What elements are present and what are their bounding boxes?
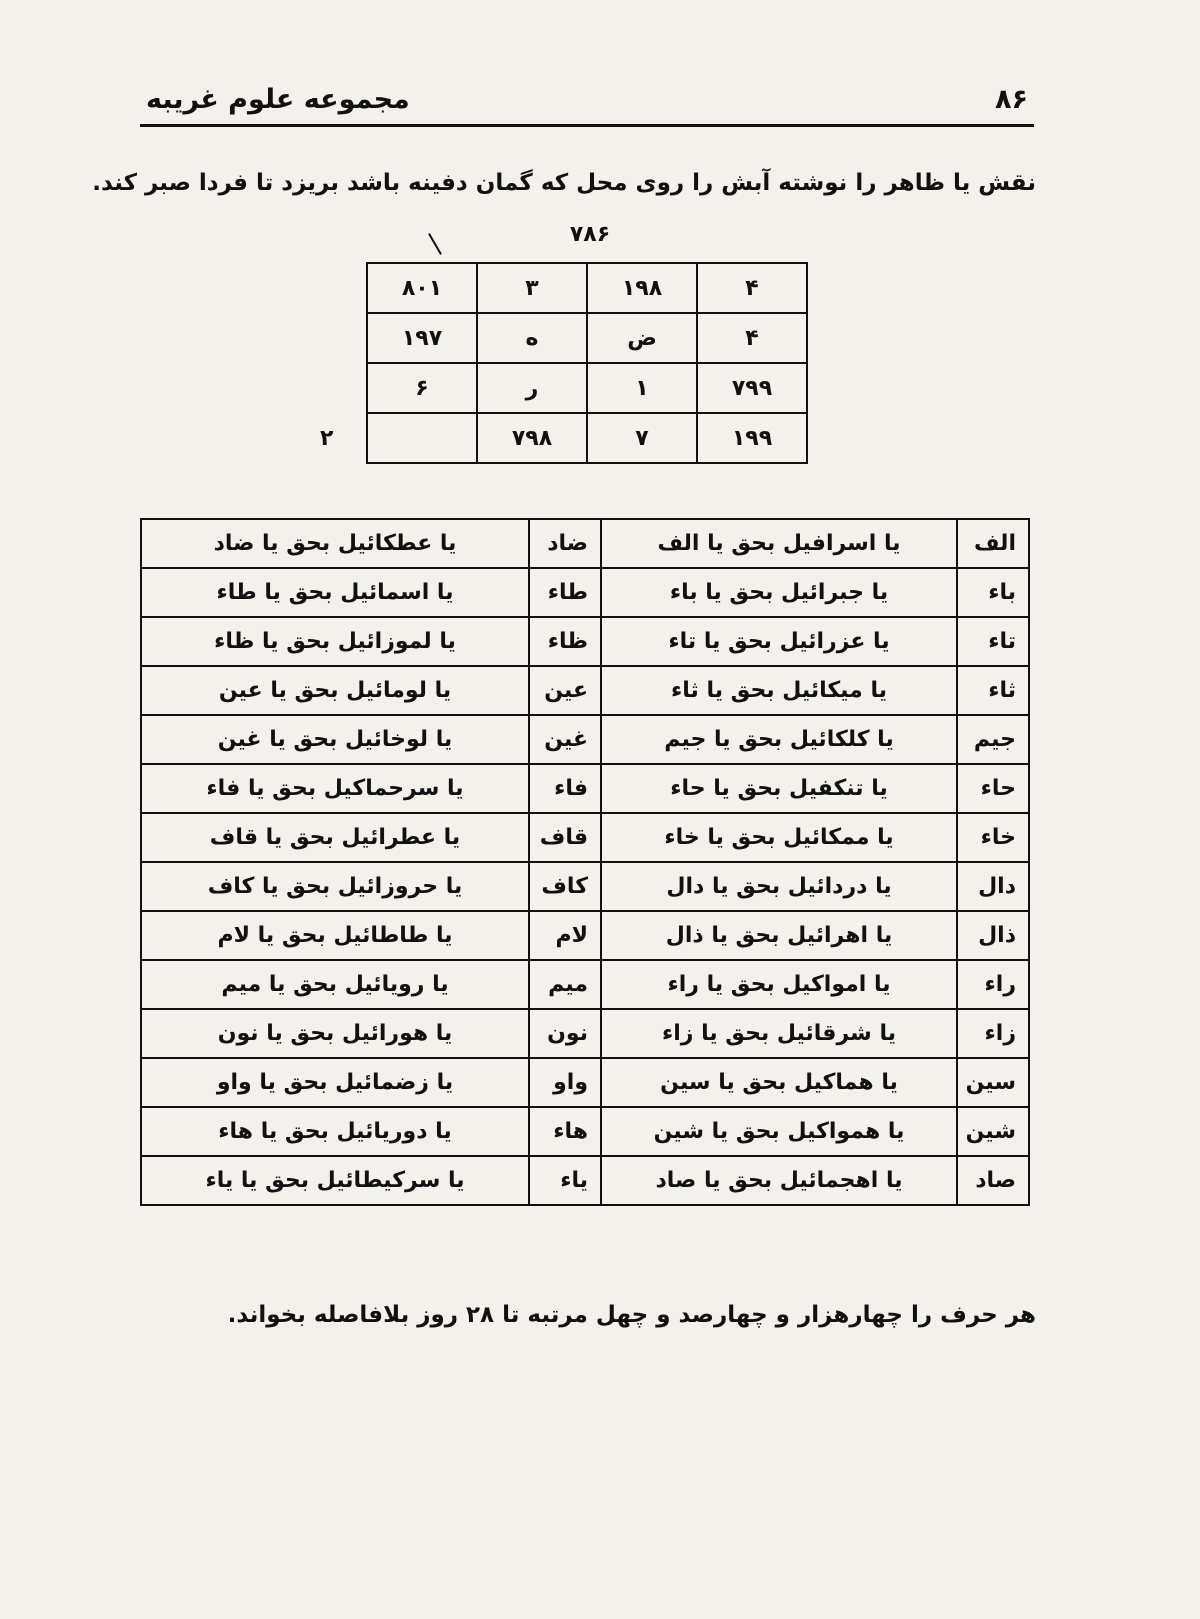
letter-cell: هاء [529,1107,601,1156]
square-cell: ه [477,313,587,363]
table-row [141,911,1029,960]
letter-cell: میم [529,960,601,1009]
table-row [141,1009,1029,1058]
table-row [141,666,1029,715]
book-title: مجموعه علوم غریبه [146,84,410,115]
letter-cell: ذال [957,911,1029,960]
letter-cell: واو [529,1058,601,1107]
magic-square-table [366,262,808,464]
invocation-cell: یا اسرافیل بحق یا الف [601,519,957,568]
invocation-cell: یا دردائیل بحق یا دال [601,862,957,911]
table-row [141,519,1029,568]
invocation-cell: یا هماکیل بحق یا سین [601,1058,957,1107]
letter-cell: راء [957,960,1029,1009]
invocation-cell: یا اهرائیل بحق یا ذال [601,911,957,960]
letter-cell: فاء [529,764,601,813]
invocation-cell: یا عطکائیل بحق یا ضاد [141,519,529,568]
square-cell: ۱ [587,363,697,413]
square-cell: ۱۹۷ [367,313,477,363]
letter-cell: حاء [957,764,1029,813]
letter-cell: کاف [529,862,601,911]
invocation-cell: یا هورائیل بحق یا نون [141,1009,529,1058]
square-cell: ض [587,313,697,363]
square-side-number: ۲ [320,426,334,451]
invocation-cell: یا سرحماکیل بحق یا فاء [141,764,529,813]
letter-cell: سین [957,1058,1029,1107]
invocation-cell: یا تنکفیل بحق یا حاء [601,764,957,813]
invocation-cell: یا لوخائیل بحق یا غین [141,715,529,764]
letter-cell: خاء [957,813,1029,862]
letter-cell: زاء [957,1009,1029,1058]
invocation-cell: یا اهجمائیل بحق یا صاد [601,1156,957,1205]
square-cell: ۱۹۹ [697,413,807,463]
invocation-cell: یا ممکائیل بحق یا خاء [601,813,957,862]
table-row [141,617,1029,666]
invocation-cell: یا عطرائیل بحق یا قاف [141,813,529,862]
page-number: ۸۶ [995,84,1028,115]
table-row [141,715,1029,764]
letter-cell: لام [529,911,601,960]
square-cell: ۷۹۸ [477,413,587,463]
invocation-cell: یا لومائیل بحق یا عین [141,666,529,715]
table-row [141,1107,1029,1156]
square-cell: ۷ [587,413,697,463]
letter-cell: باء [957,568,1029,617]
angel-names-table [140,518,1030,1206]
letter-cell: نون [529,1009,601,1058]
table-row [141,568,1029,617]
page-header [140,80,1034,127]
square-cell: ۸۰۱ [367,263,477,313]
table-row [141,1058,1029,1107]
square-cell: ۷۹۹ [697,363,807,413]
invocation-cell: یا لموزائیل بحق یا ظاء [141,617,529,666]
invocation-cell: یا اسمائیل بحق یا طاء [141,568,529,617]
invocation-cell: یا طاطائیل بحق یا لام [141,911,529,960]
table-row [141,764,1029,813]
letter-cell: ضاد [529,519,601,568]
square-cell: ۶ [367,363,477,413]
square-tick-mark [428,233,442,255]
square-cell [367,413,477,463]
letter-cell: غین [529,715,601,764]
letter-cell: دال [957,862,1029,911]
table-row [141,1156,1029,1205]
square-cell: ۱۹۸ [587,263,697,313]
square-cell: ر [477,363,587,413]
square-row [367,263,807,313]
table-row [141,813,1029,862]
square-cell: ۳ [477,263,587,313]
invocation-cell: یا کلکائیل بحق یا جیم [601,715,957,764]
square-cell: ۴ [697,263,807,313]
square-row [367,313,807,363]
square-top-number: ۷۸۶ [569,222,611,247]
letter-cell: طاء [529,568,601,617]
letter-cell: الف [957,519,1029,568]
invocation-cell: یا حروزائیل بحق یا کاف [141,862,529,911]
square-row [367,363,807,413]
invocation-cell: یا زضمائیل بحق یا واو [141,1058,529,1107]
invocation-cell: یا امواکیل بحق یا راء [601,960,957,1009]
letter-cell: قاف [529,813,601,862]
square-row [367,413,807,463]
invocation-cell: یا عزرائیل بحق یا تاء [601,617,957,666]
table-row [141,862,1029,911]
letter-cell: یاء [529,1156,601,1205]
square-cell: ۴ [697,313,807,363]
invocation-cell: یا دوریائیل بحق یا هاء [141,1107,529,1156]
intro-paragraph: نقش یا ظاهر را نوشته آبش را روی محل که گمان دفینه باشد بریزد تا فردا صبر کند. [92,170,1036,196]
letter-cell: تاء [957,617,1029,666]
invocation-cell: یا سرکیطائیل بحق یا یاء [141,1156,529,1205]
letter-cell: جیم [957,715,1029,764]
invocation-cell: یا همواکیل بحق یا شین [601,1107,957,1156]
table-row [141,960,1029,1009]
invocation-cell: یا جبرائیل بحق یا باء [601,568,957,617]
letter-cell: عین [529,666,601,715]
letter-cell: ثاء [957,666,1029,715]
invocation-cell: یا شرقائیل بحق یا زاء [601,1009,957,1058]
letter-cell: ظاء [529,617,601,666]
invocation-cell: یا میکائیل بحق یا ثاء [601,666,957,715]
letter-cell: شین [957,1107,1029,1156]
invocation-cell: یا رویائیل بحق یا میم [141,960,529,1009]
footer-instruction: هر حرف را چهارهزار و چهارصد و چهل مرتبه تا ۲۸ روز بلافاصله بخواند. [227,1302,1036,1328]
letter-cell: صاد [957,1156,1029,1205]
